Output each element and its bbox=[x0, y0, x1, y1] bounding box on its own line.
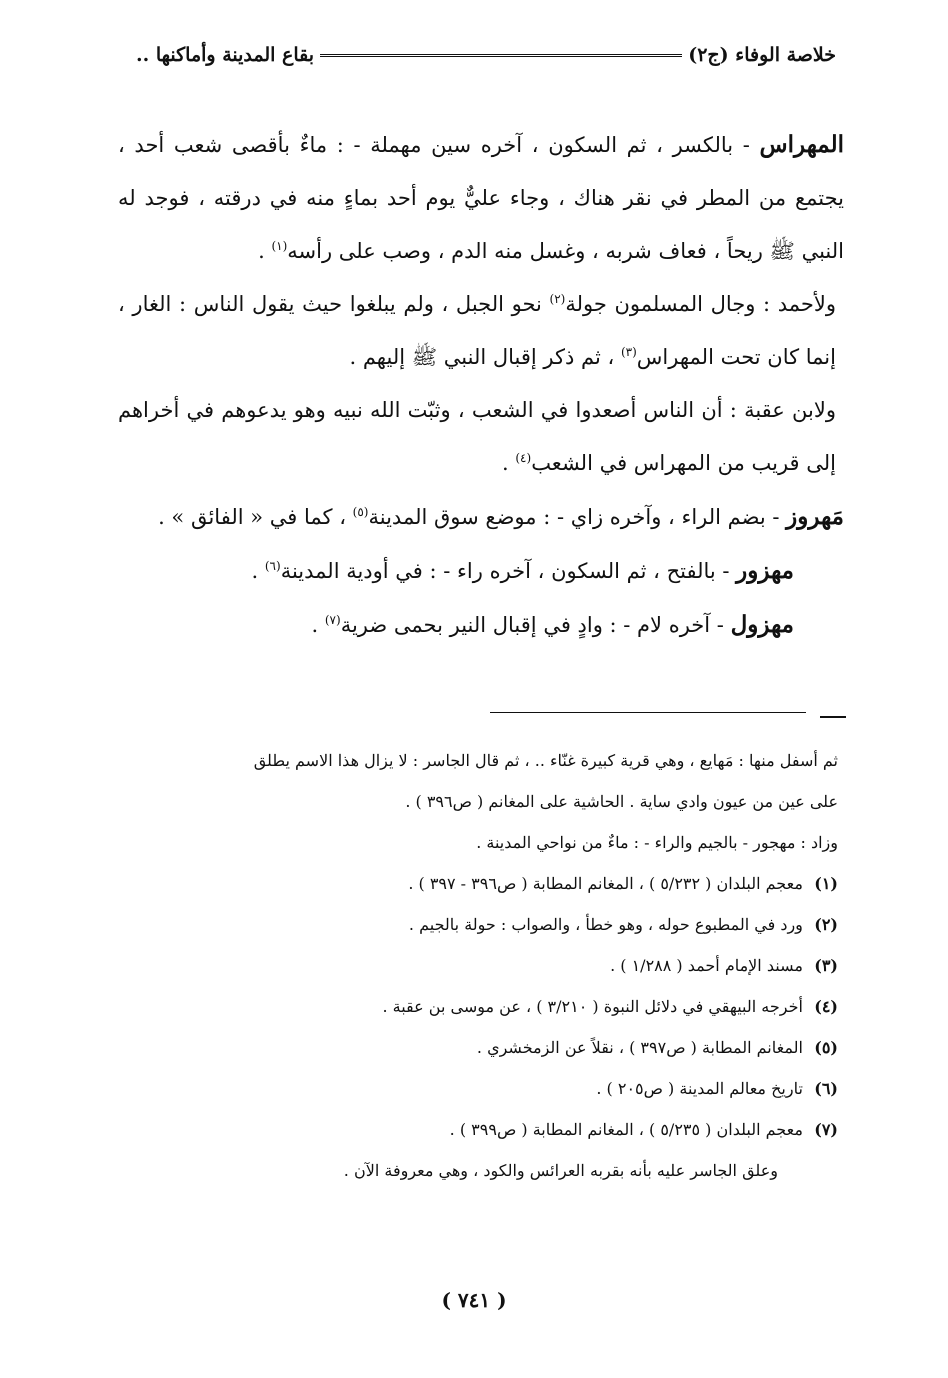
footnote-carryover-line: وزاد : مهجور - بالجيم والراء - : ماءٌ من نواحي المدينة . bbox=[476, 833, 838, 852]
entry-end: . bbox=[311, 613, 325, 637]
entry-text: ولابن عقبة : أن الناس أصعدوا في الشعب ، وثبّت الله نبيه وهو يدعوهم في أخراهم إلى قريب من المهراس في الشعب bbox=[118, 398, 836, 475]
footnote-text: مسند الإمام أحمد ( ١/٢٨٨ ) . bbox=[610, 956, 803, 975]
footnote-number: (٦) bbox=[814, 1079, 838, 1098]
footnote-text: معجم البلدان ( ٥/٢٣٢ ) ، المغانم المطابة ( ص٣٩٦ - ٣٩٧ ) . bbox=[408, 874, 803, 893]
running-head-rule bbox=[320, 54, 682, 57]
entry-term: مهزور bbox=[736, 557, 794, 584]
footnote-ref: (٣) bbox=[620, 345, 637, 359]
footnote-number: (٧) bbox=[814, 1120, 838, 1139]
running-head bbox=[128, 38, 844, 72]
entry-term: مَهروز bbox=[786, 503, 844, 530]
page-number: ( ٧٤١ ) bbox=[441, 1288, 507, 1312]
footnote-ref: (٤) bbox=[515, 451, 532, 465]
running-head-chapter: خلاصة الوفاء (ج٢) bbox=[688, 44, 836, 66]
footnote-text: المغانم المطابة ( ص٣٩٧ ) ، نقلاً عن الزمخشري . bbox=[476, 1038, 803, 1057]
entry-ibn-uqba bbox=[118, 384, 844, 490]
entry-text: - بضم الراء ، وآخره زاي - : موضع سوق المدينة bbox=[368, 505, 787, 529]
entry-end: . bbox=[258, 239, 272, 263]
footnote-ref: (١) bbox=[271, 239, 288, 253]
entry-mahzul bbox=[118, 598, 844, 652]
footnote-item bbox=[112, 1109, 838, 1150]
entry-term: مهزول bbox=[730, 611, 794, 638]
footnote-separator bbox=[490, 712, 846, 726]
footnote-item bbox=[112, 863, 838, 904]
footnote-ref: (٥) bbox=[352, 505, 369, 519]
footnote-item bbox=[112, 1068, 838, 1109]
running-head-section: بقاع المدينة وأماكنها .. bbox=[136, 44, 315, 66]
footnote-ref: (٢) bbox=[549, 292, 566, 306]
entry-mahzur bbox=[118, 544, 844, 598]
footnote-number: (٣) bbox=[814, 956, 838, 975]
footnote-text: أخرجه البيهقي في دلائل النبوة ( ٣/٢١٠ ) ، عن موسى بن عقبة . bbox=[382, 997, 803, 1016]
entry-text: - آخره لام - : وادٍ في إقبال النير بحمى ضرية bbox=[340, 613, 731, 637]
footnote-number: (٥) bbox=[814, 1038, 838, 1057]
footnote-text: ورد في المطبوع حوله ، وهو خطأ ، والصواب : حولة بالجيم . bbox=[408, 915, 803, 934]
footnote-item bbox=[112, 945, 838, 986]
entry-end: . bbox=[502, 451, 516, 475]
footnote-number: (٢) bbox=[814, 915, 838, 934]
entry-end: نحو الجبل ، ولم يبلغوا حيث يقول الناس : الغار ، إنما كان تحت المهراس bbox=[118, 292, 836, 369]
footnotes bbox=[112, 740, 838, 1191]
footnote-text: معجم البلدان ( ٥/٢٣٥ ) ، المغانم المطابة ( ص٣٩٩ ) . bbox=[449, 1120, 803, 1139]
footnote-text: تاريخ معالم المدينة ( ص٢٠٥ ) . bbox=[596, 1079, 803, 1098]
footnote-carryover-line: ثم أسفل منها : مَهايع ، وهي قرية كبيرة غنّاء .. ، ثم قال الجاسر : لا يزال هذا الاسم يطلق bbox=[253, 751, 838, 770]
entry-end: . bbox=[251, 559, 265, 583]
entry-text: ولأحمد : وجال المسلمون جولة bbox=[565, 292, 836, 316]
footnote-ref: (٦) bbox=[264, 559, 281, 573]
entry-term: المهراس bbox=[759, 131, 844, 158]
footnote-number: (١) bbox=[814, 874, 838, 893]
entry-text: - بالكسر ، ثم السكون ، آخره سين مهملة - : ماءٌ بأقصى شعب أحد ، يجتمع من المطر في نقر هناك ، وجاء عليٌّ يوم أحد بماءٍ منه في درقته ، فوجد له النبي ﷺ ريحاً ، فعاف شربه ، وغسل منه الدم ، وصب على رأسه bbox=[118, 133, 844, 263]
footnote-number: (٤) bbox=[814, 997, 838, 1016]
main-text bbox=[118, 118, 844, 652]
entry-end: ، ثم ذكر إقبال النبي ﷺ إليهم . bbox=[349, 345, 621, 369]
entry-ahmad bbox=[118, 278, 844, 384]
footnote-item bbox=[112, 1027, 838, 1068]
footnote-ref: (٧) bbox=[324, 613, 341, 627]
entry-mahruz bbox=[118, 490, 844, 544]
entry-mihras bbox=[118, 118, 844, 278]
footnote-item bbox=[112, 904, 838, 945]
entry-text: - بالفتح ، ثم السكون ، آخره راء - : في أودية المدينة bbox=[280, 559, 737, 583]
footnote-tail-line: وعلق الجاسر عليه بأنه بقربه العرائس والكود ، وهي معروفة الآن . bbox=[343, 1161, 778, 1180]
footnote-item bbox=[112, 986, 838, 1027]
footnote-carryover-line: على عين من عيون وادي ساية . الحاشية على المغانم ( ص٣٩٦ ) . bbox=[405, 792, 838, 811]
entry-end: ، كما في « الفائق » . bbox=[158, 505, 353, 529]
